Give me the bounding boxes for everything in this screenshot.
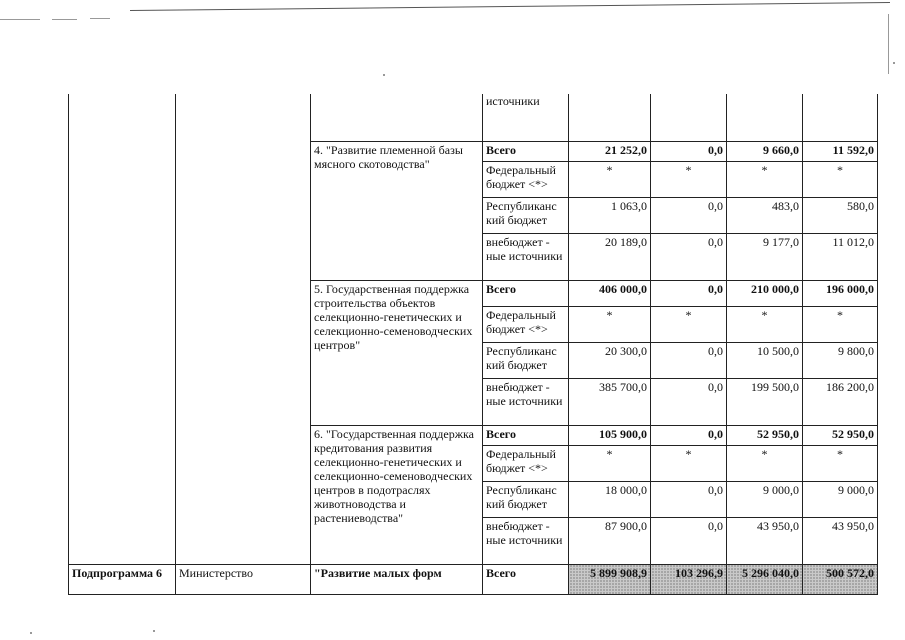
value-cell: 87 900,0 [569,517,651,564]
scan-speck [383,74,385,76]
value-cell: 5 296 040,0 [727,564,803,594]
value-cell: 11 592,0 [803,141,878,161]
funding-source-label: Республиканс кий бюджет [483,342,569,378]
value-cell: * [569,161,651,197]
value-cell: 9 000,0 [803,481,878,517]
value-cell [803,94,878,141]
value-cell: 43 950,0 [727,517,803,564]
value-cell: 210 000,0 [727,280,803,306]
scan-dash [52,19,77,20]
scan-edge-right [888,14,889,74]
value-cell: 1 063,0 [569,197,651,233]
value-cell: 0,0 [651,280,727,306]
source-cell: источники [483,94,569,141]
measure-cell [311,94,483,141]
funding-source-label: Всего [483,141,569,161]
value-cell: 20 300,0 [569,342,651,378]
program-column-cell [69,94,176,564]
value-cell: 199 500,0 [727,378,803,425]
funding-source-label: Федеральный бюджет <*> [483,445,569,481]
value-cell: 406 000,0 [569,280,651,306]
value-cell: 500 572,0 [803,564,878,594]
subprogram-title: "Развитие малых форм [311,564,483,594]
value-cell: * [569,445,651,481]
scan-speck [153,630,155,632]
value-cell: 0,0 [651,233,727,280]
value-cell: 0,0 [651,342,727,378]
scan-dash [0,19,40,20]
funding-source-label: Федеральный бюджет <*> [483,306,569,342]
value-cell: 186 200,0 [803,378,878,425]
value-cell: 9 000,0 [727,481,803,517]
value-cell: * [727,306,803,342]
measure-title: 5. Государственная поддержка строительства объектов селекционно-генетических и селекционно-семеноводческих центров" [311,280,483,425]
value-cell: 483,0 [727,197,803,233]
measure-title: 4. "Развитие племенной базы мясного скотоводства" [311,141,483,280]
value-cell: 9 800,0 [803,342,878,378]
scan-speck [893,62,895,64]
funding-source-label: внебюджет - ные источники [483,517,569,564]
value-cell: * [727,445,803,481]
executor-label: Министерство [176,564,311,594]
table-row [69,94,878,141]
value-cell: * [803,306,878,342]
funding-source-label: Всего [483,425,569,445]
value-cell: 5 899 908,9 [569,564,651,594]
value-cell: * [651,445,727,481]
value-cell [569,94,651,141]
value-cell: 9 660,0 [727,141,803,161]
value-cell: 0,0 [651,425,727,445]
value-cell: 18 000,0 [569,481,651,517]
funding-source-label: внебюджет - ные источники [483,233,569,280]
value-cell: 580,0 [803,197,878,233]
value-cell: 0,0 [651,141,727,161]
value-cell: 43 950,0 [803,517,878,564]
funding-source-label: внебюджет - ные источники [483,378,569,425]
value-cell: 105 900,0 [569,425,651,445]
funding-source-label: Всего [483,280,569,306]
funding-source-label: Всего [483,564,569,594]
value-cell: * [569,306,651,342]
value-cell: 52 950,0 [727,425,803,445]
value-cell: 103 296,9 [651,564,727,594]
scan-dash [90,18,110,19]
value-cell: 0,0 [651,378,727,425]
value-cell [727,94,803,141]
funding-source-label: Федеральный бюджет <*> [483,161,569,197]
budget-table [68,94,878,595]
value-cell: * [803,161,878,197]
value-cell: * [727,161,803,197]
executor-column-cell [176,94,311,564]
value-cell: 11 012,0 [803,233,878,280]
funding-source-label: Республиканс кий бюджет [483,481,569,517]
measure-title: 6. "Государственная поддержка кредитования развития селекционно-генетических и селекционно-семеноводческих центров в подотраслях животноводства и растениеводства" [311,425,483,564]
value-cell: 0,0 [651,197,727,233]
value-cell [651,94,727,141]
value-cell: 385 700,0 [569,378,651,425]
funding-source-label: Республиканс кий бюджет [483,197,569,233]
value-cell: 20 189,0 [569,233,651,280]
subprogram-label: Подпрограмма 6 [69,564,176,594]
scan-speck [30,632,32,634]
value-cell: * [651,306,727,342]
value-cell: 52 950,0 [803,425,878,445]
value-cell: 21 252,0 [569,141,651,161]
value-cell: 196 000,0 [803,280,878,306]
value-cell: 0,0 [651,481,727,517]
value-cell: * [803,445,878,481]
value-cell: 9 177,0 [727,233,803,280]
subprogram-row [69,564,878,594]
value-cell: 10 500,0 [727,342,803,378]
value-cell: 0,0 [651,517,727,564]
scan-edge-line [130,2,890,11]
value-cell: * [651,161,727,197]
